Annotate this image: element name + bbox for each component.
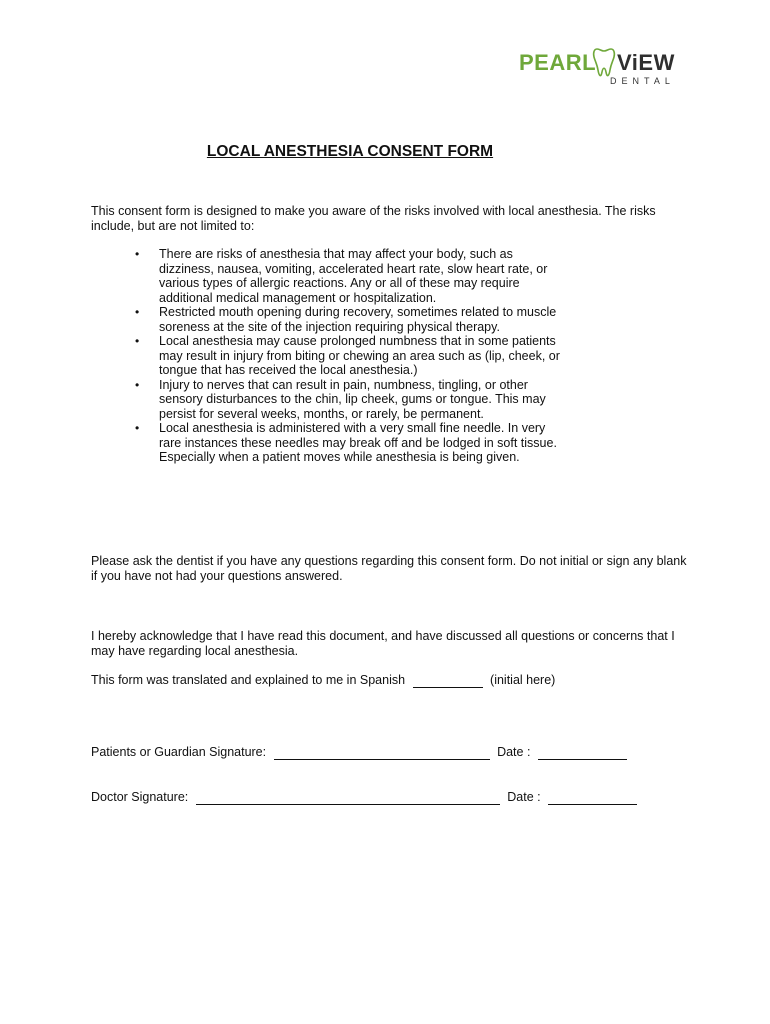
pearl-view-dental-logo xyxy=(516,46,682,90)
doctor-signature-line xyxy=(91,790,637,805)
risk-list xyxy=(135,247,565,465)
risk-item: • Injury to nerves that can result in pain, numbness, tingling, or other sensory disturbances to the chin, lip cheek, gums or tongue. This may persist for several weeks, months, or rarely, be permanent. xyxy=(135,378,565,422)
intro-paragraph: This consent form is designed to make you aware of the risks involved with local anesthesia. The risks include, but are not limited to: xyxy=(91,204,656,233)
doctor-signature-label: Doctor Signature: xyxy=(91,790,189,804)
spanish-translation-label: This form was translated and explained to me in Spanish xyxy=(91,673,406,687)
risk-item: • Restricted mouth opening during recovery, sometimes related to muscle soreness at the site of the injection requiring physical therapy. xyxy=(135,305,565,334)
doctor-date-label: Date : xyxy=(507,790,541,804)
spanish-translation-line xyxy=(91,673,555,688)
patient-signature-field[interactable] xyxy=(274,746,490,760)
questions-note: Please ask the dentist if you have any questions regarding this consent form. Do not initial or sign any blank if you have not had your questions answered. xyxy=(91,554,687,583)
logo-subtitle: DENTAL xyxy=(610,76,675,86)
logo-word-view: ViEW xyxy=(617,50,675,75)
risk-item: • There are risks of anesthesia that may affect your body, such as dizziness, nausea, vomiting, accelerated heart rate, slow heart rate, or various types of allergic reactions. Any or all of these may require additional medical management or hospitalization. xyxy=(135,247,565,305)
initial-here-label: (initial here) xyxy=(490,673,556,687)
patient-signature-label: Patients or Guardian Signature: xyxy=(91,745,267,759)
risk-item: • Local anesthesia may cause prolonged numbness that in some patients may result in injury from biting or chewing an area such as (lip, cheek, or tongue that has received the local anesthesia.) xyxy=(135,334,565,378)
doctor-signature-field[interactable] xyxy=(196,791,500,805)
doctor-date-field[interactable] xyxy=(548,791,637,805)
patient-date-field[interactable] xyxy=(538,746,627,760)
patient-date-label: Date : xyxy=(497,745,531,759)
risk-item: • Local anesthesia is administered with a very small fine needle. In very rare instances these needles may break off and be lodged in soft tissue. Especially when a patient moves while anesthesia is being given. xyxy=(135,421,565,465)
spanish-initial-field[interactable] xyxy=(413,674,483,688)
patient-signature-line xyxy=(91,745,627,760)
logo-word-pearl: PEARL xyxy=(519,50,597,75)
form-title: LOCAL ANESTHESIA CONSENT FORM xyxy=(206,143,494,160)
tooth-icon xyxy=(592,46,616,80)
acknowledgement-paragraph: I hereby acknowledge that I have read this document, and have discussed all questions or concerns that I may have regarding local anesthesia. xyxy=(91,629,675,658)
